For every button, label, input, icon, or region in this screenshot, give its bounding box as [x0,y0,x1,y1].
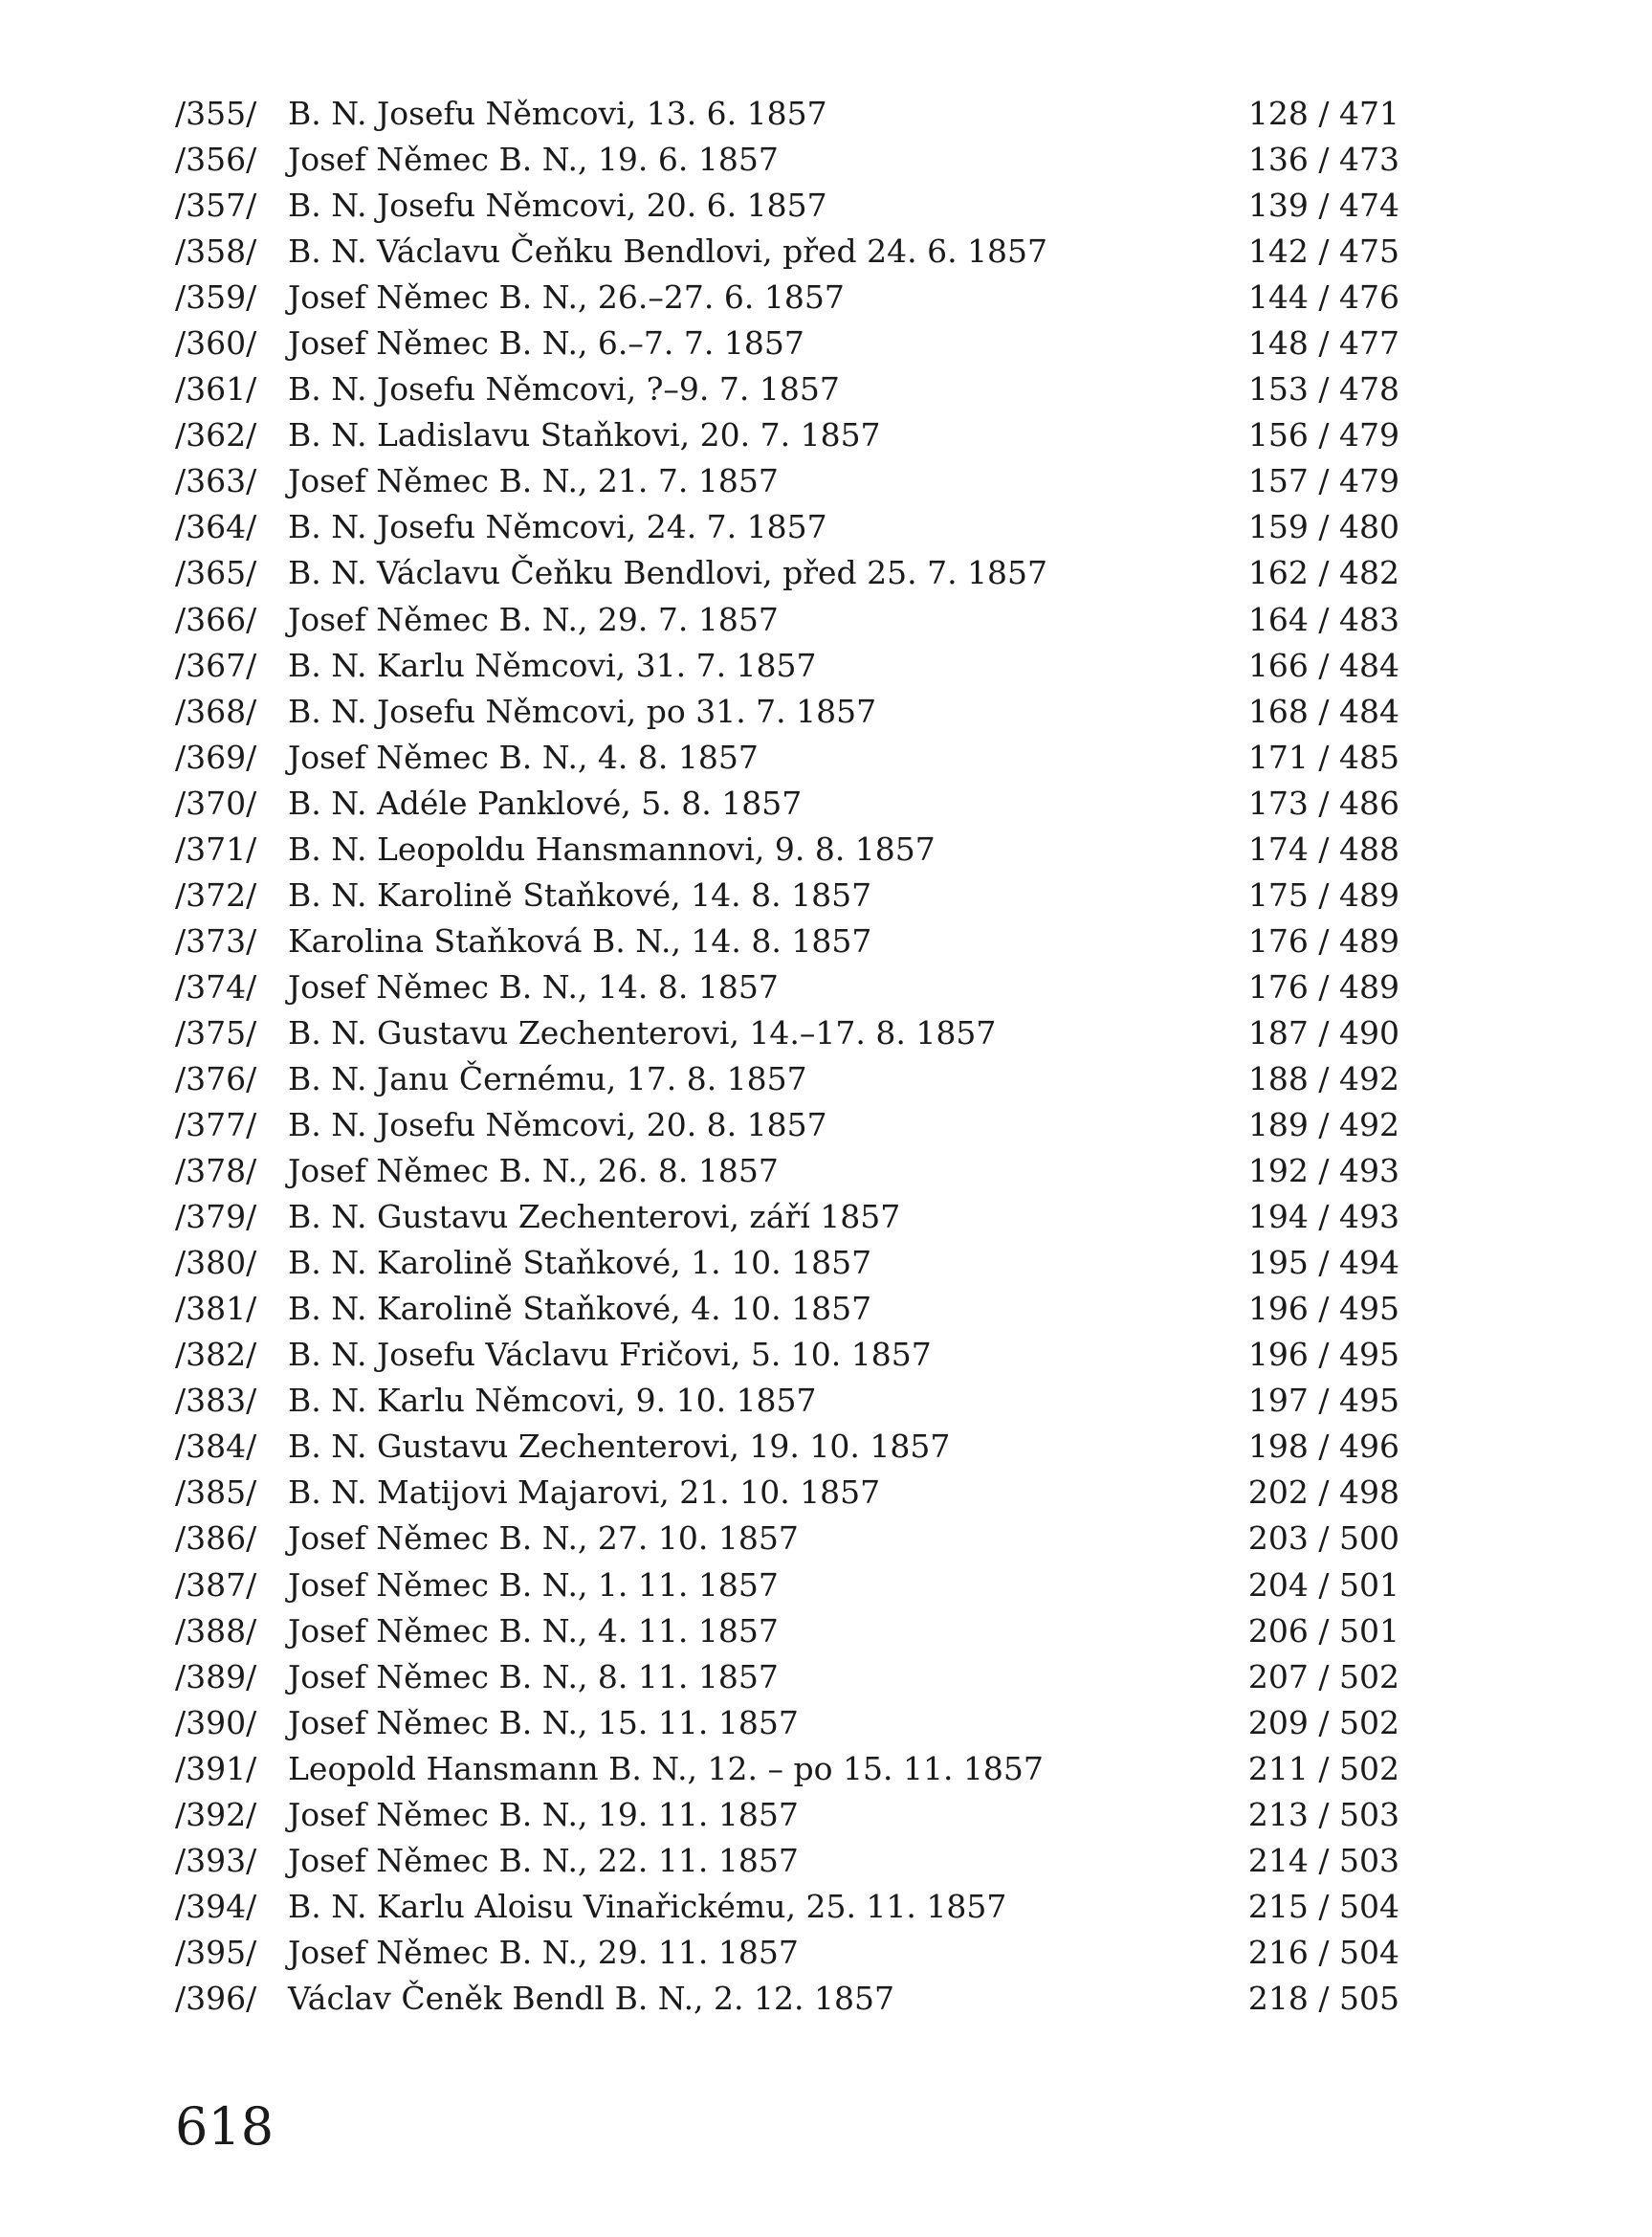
entry-page-reference: 204 / 501 [1247,1565,1399,1604]
entry-title: Karolina Staňková B. N., 14. 8. 1857 [288,921,872,960]
entry-number: /383/ [175,1382,257,1420]
entry-title: B. N. Gustavu Zechenterovi, září 1857 [288,1198,901,1236]
entry-page-reference: 196 / 495 [1247,1336,1399,1374]
index-entry [175,321,1399,366]
entry-number: /359/ [175,278,257,317]
entry-title: Josef Němec B. N., 27. 10. 1857 [288,1519,799,1558]
entry-page-reference: 197 / 495 [1247,1382,1399,1420]
entry-page-reference: 157 / 479 [1247,462,1399,500]
entry-number: /387/ [175,1565,257,1604]
entry-page-reference: 206 / 501 [1247,1611,1399,1650]
entry-title: Josef Němec B. N., 19. 6. 1857 [288,141,779,179]
entry-number: /385/ [175,1473,257,1512]
index-entry [175,919,1399,964]
entry-title: Josef Němec B. N., 4. 11. 1857 [288,1611,779,1650]
index-entry [175,183,1399,229]
page-number: 618 [175,2096,275,2157]
index-entry [175,1608,1399,1654]
entry-title: Josef Němec B. N., 8. 11. 1857 [288,1657,779,1695]
entry-number: /392/ [175,1795,257,1833]
index-entry [175,1424,1399,1470]
entry-page-reference: 162 / 482 [1247,554,1399,592]
entry-title: Josef Němec B. N., 14. 8. 1857 [288,967,779,1006]
entry-number: /372/ [175,875,257,914]
entry-page-reference: 198 / 496 [1247,1428,1399,1466]
entry-title: Josef Němec B. N., 15. 11. 1857 [288,1703,799,1741]
entry-page-reference: 202 / 498 [1247,1473,1399,1512]
entry-title: Josef Němec B. N., 1. 11. 1857 [288,1565,779,1604]
entry-number: /366/ [175,600,257,638]
index-entry [175,1792,1399,1838]
entry-number: /367/ [175,646,257,684]
entry-page-reference: 214 / 503 [1247,1841,1399,1879]
entry-page-reference: 207 / 502 [1247,1657,1399,1695]
entry-number: /390/ [175,1703,257,1741]
index-entry [175,1148,1399,1194]
entry-title: Josef Němec B. N., 21. 7. 1857 [288,462,779,500]
entry-number: /376/ [175,1059,257,1097]
entry-number: /360/ [175,324,257,363]
entry-page-reference: 139 / 474 [1247,187,1399,225]
index-entry [175,1976,1399,2022]
entry-title: B. N. Ladislavu Staňkovi, 20. 7. 1857 [288,416,881,454]
index-entry [175,1700,1399,1746]
entry-number: /375/ [175,1013,257,1052]
index-entry [175,1010,1399,1056]
entry-number: /371/ [175,830,257,868]
index-entry [175,1562,1399,1608]
entry-title: B. N. Karolině Staňkové, 1. 10. 1857 [288,1244,872,1282]
entry-page-reference: 215 / 504 [1247,1887,1399,1925]
entry-title: B. N. Josefu Němcovi, 20. 8. 1857 [288,1106,827,1144]
entry-number: /382/ [175,1336,257,1374]
entry-number: /370/ [175,784,257,822]
entry-number: /381/ [175,1290,257,1328]
index-entry [175,1654,1399,1700]
entry-number: /365/ [175,554,257,592]
entry-number: /378/ [175,1152,257,1190]
index-entry [175,1378,1399,1424]
entry-title: B. N. Karolině Staňkové, 14. 8. 1857 [288,875,872,914]
entry-number: /386/ [175,1519,257,1558]
entry-number: /357/ [175,187,257,225]
entry-number: /364/ [175,508,257,546]
entry-number: /363/ [175,462,257,500]
entry-page-reference: 159 / 480 [1247,508,1399,546]
entry-title: Josef Němec B. N., 29. 11. 1857 [288,1933,799,1971]
index-entry [175,366,1399,412]
entry-page-reference: 171 / 485 [1247,738,1399,776]
entry-page-reference: 194 / 493 [1247,1198,1399,1236]
index-entry [175,1746,1399,1792]
entry-page-reference: 136 / 473 [1247,141,1399,179]
entry-page-reference: 209 / 502 [1247,1703,1399,1741]
entry-title: Josef Němec B. N., 4. 8. 1857 [288,738,759,776]
entry-page-reference: 144 / 476 [1247,278,1399,317]
entry-page-reference: 213 / 503 [1247,1795,1399,1833]
entry-page-reference: 203 / 500 [1247,1519,1399,1558]
entry-title: B. N. Leopoldu Hansmannovi, 9. 8. 1857 [288,830,936,868]
index-entry [175,964,1399,1010]
index-entry [175,458,1399,504]
index-entry [175,229,1399,275]
index-entry [175,1102,1399,1148]
entry-page-reference: 196 / 495 [1247,1290,1399,1328]
entry-title: B. N. Gustavu Zechenterovi, 19. 10. 1857 [288,1428,951,1466]
entry-number: /355/ [175,95,257,132]
index-entry [175,873,1399,919]
index-entry [175,643,1399,689]
letter-index-list [175,91,1399,2022]
entry-number: /395/ [175,1933,257,1971]
index-entry [175,1930,1399,1976]
entry-title: Josef Němec B. N., 26.–27. 6. 1857 [288,278,845,317]
index-entry [175,1884,1399,1930]
index-entry [175,550,1399,596]
index-entry [175,504,1399,550]
entry-page-reference: 156 / 479 [1247,416,1399,454]
entry-title: B. N. Karolině Staňkové, 4. 10. 1857 [288,1290,872,1328]
entry-page-reference: 189 / 492 [1247,1106,1399,1144]
entry-page-reference: 218 / 505 [1247,1979,1399,2017]
entry-number: /393/ [175,1841,257,1879]
index-entry [175,1286,1399,1332]
index-entry [175,1332,1399,1378]
entry-number: /379/ [175,1198,257,1236]
entry-page-reference: 176 / 489 [1247,967,1399,1006]
entry-page-reference: 195 / 494 [1247,1244,1399,1282]
entry-title: B. N. Josefu Němcovi, ?–9. 7. 1857 [288,370,840,409]
entry-title: B. N. Václavu Čeňku Bendlovi, před 24. 6. 1857 [288,233,1048,271]
entry-title: Josef Němec B. N., 19. 11. 1857 [288,1795,799,1833]
entry-title: Leopold Hansmann B. N., 12. – po 15. 11. 1857 [288,1749,1044,1787]
entry-page-reference: 187 / 490 [1247,1013,1399,1052]
entry-title: B. N. Josefu Václavu Fričovi, 5. 10. 1857 [288,1336,932,1374]
entry-title: B. N. Karlu Němcovi, 9. 10. 1857 [288,1382,817,1420]
entry-page-reference: 192 / 493 [1247,1152,1399,1190]
entry-page-reference: 168 / 484 [1247,692,1399,730]
entry-number: /358/ [175,233,257,271]
entry-title: Josef Němec B. N., 6.–7. 7. 1857 [288,324,804,363]
entry-number: /396/ [175,1979,257,2017]
index-entry [175,1240,1399,1286]
entry-number: /362/ [175,416,257,454]
index-entry [175,689,1399,735]
entry-title: Josef Němec B. N., 22. 11. 1857 [288,1841,799,1879]
entry-page-reference: 148 / 477 [1247,324,1399,363]
entry-title: B. N. Václavu Čeňku Bendlovi, před 25. 7. 1857 [288,554,1048,592]
entry-title: B. N. Karlu Aloisu Vinařickému, 25. 11. 1857 [288,1887,1007,1925]
index-entry [175,1838,1399,1884]
entry-page-reference: 188 / 492 [1247,1059,1399,1097]
index-entry [175,275,1399,321]
entry-number: /361/ [175,370,257,409]
index-entry [175,781,1399,827]
entry-title: B. N. Matijovi Majarovi, 21. 10. 1857 [288,1473,881,1512]
entry-page-reference: 175 / 489 [1247,875,1399,914]
index-entry [175,735,1399,781]
entry-title: Josef Němec B. N., 29. 7. 1857 [288,600,779,638]
entry-page-reference: 128 / 471 [1247,95,1399,132]
entry-title: B. N. Josefu Němcovi, po 31. 7. 1857 [288,692,877,730]
entry-number: /391/ [175,1749,257,1787]
index-entry [175,137,1399,183]
entry-title: Josef Němec B. N., 26. 8. 1857 [288,1152,779,1190]
entry-number: /388/ [175,1611,257,1650]
entry-number: /377/ [175,1106,257,1144]
entry-page-reference: 211 / 502 [1247,1749,1399,1787]
index-entry [175,827,1399,873]
index-entry [175,91,1399,137]
entry-number: /356/ [175,141,257,179]
entry-page-reference: 153 / 478 [1247,370,1399,409]
entry-title: B. N. Karlu Němcovi, 31. 7. 1857 [288,646,817,684]
index-entry [175,412,1399,458]
entry-title: B. N. Josefu Němcovi, 13. 6. 1857 [288,95,827,132]
entry-number: /373/ [175,921,257,960]
entry-title: B. N. Adéle Panklové, 5. 8. 1857 [288,784,803,822]
entry-page-reference: 176 / 489 [1247,921,1399,960]
entry-number: /374/ [175,967,257,1006]
entry-page-reference: 164 / 483 [1247,600,1399,638]
entry-title: B. N. Josefu Němcovi, 24. 7. 1857 [288,508,827,546]
index-entry [175,1470,1399,1516]
entry-title: B. N. Josefu Němcovi, 20. 6. 1857 [288,187,827,225]
entry-page-reference: 166 / 484 [1247,646,1399,684]
index-entry [175,1516,1399,1561]
entry-page-reference: 174 / 488 [1247,830,1399,868]
entry-number: /380/ [175,1244,257,1282]
index-entry [175,597,1399,643]
entry-page-reference: 216 / 504 [1247,1933,1399,1971]
entry-page-reference: 173 / 486 [1247,784,1399,822]
entry-number: /389/ [175,1657,257,1695]
entry-page-reference: 142 / 475 [1247,233,1399,271]
entry-title: B. N. Gustavu Zechenterovi, 14.–17. 8. 1857 [288,1013,997,1052]
entry-title: Václav Čeněk Bendl B. N., 2. 12. 1857 [288,1979,894,2017]
entry-number: /368/ [175,692,257,730]
index-entry [175,1056,1399,1102]
entry-number: /369/ [175,738,257,776]
entry-number: /384/ [175,1428,257,1466]
entry-number: /394/ [175,1887,257,1925]
index-entry [175,1194,1399,1240]
entry-title: B. N. Janu Černému, 17. 8. 1857 [288,1059,807,1097]
